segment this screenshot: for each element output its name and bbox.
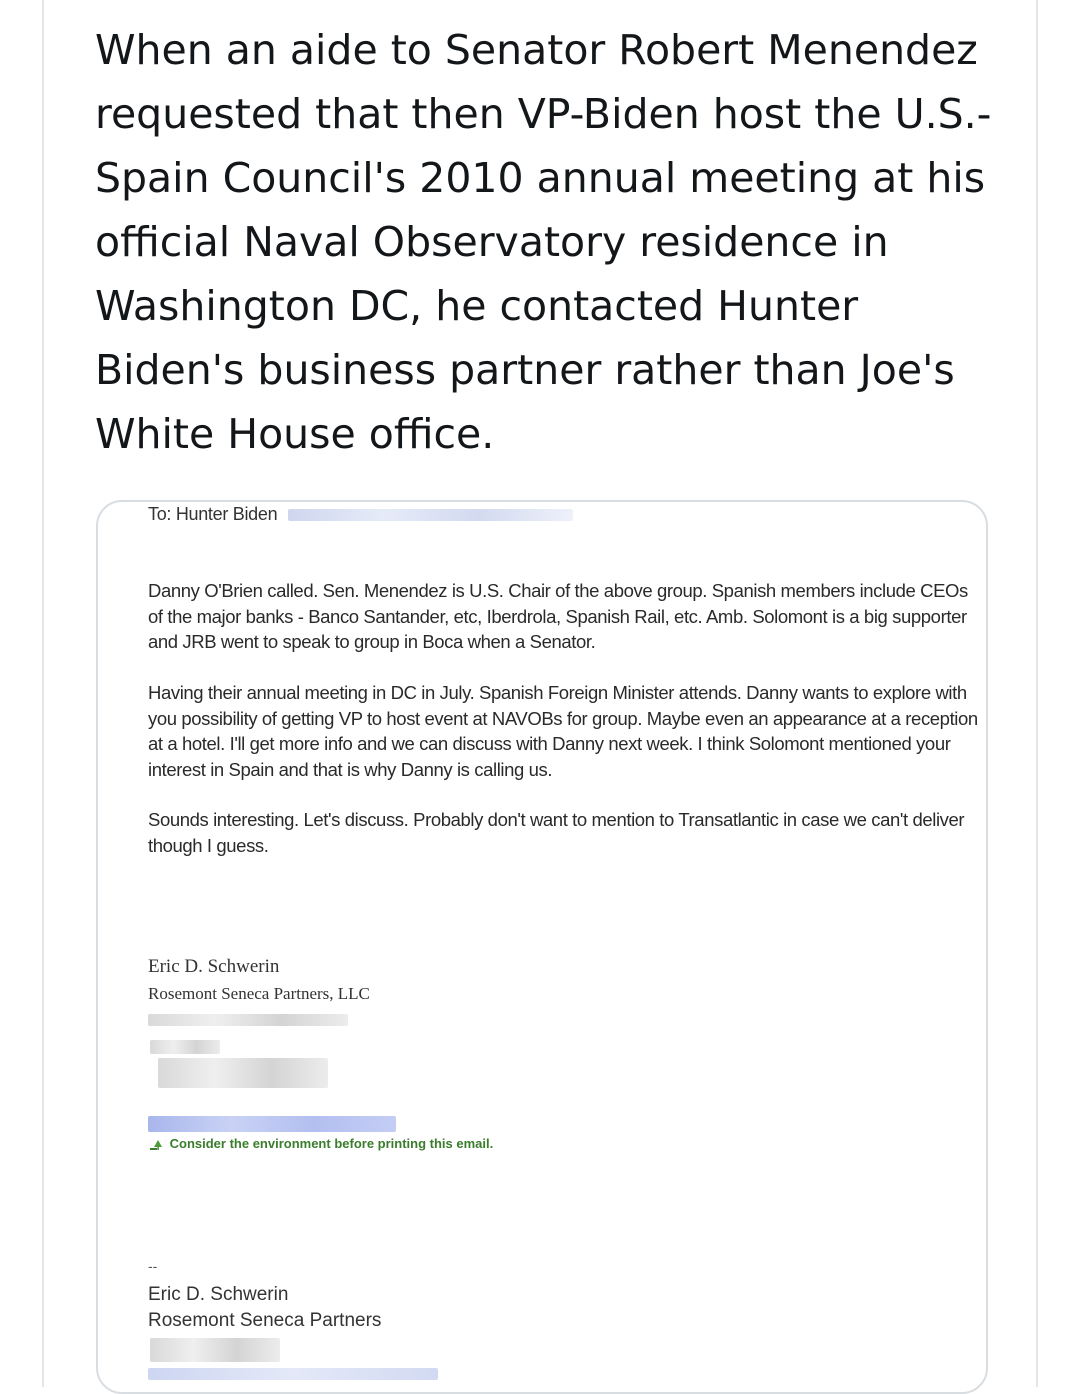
email-to-label: To: Hunter Biden xyxy=(148,504,278,524)
email-paragraph: Danny O'Brien called. Sen. Menendez is U.S. Chair of the above group. Spanish members include CEOs of the major banks - Banco Santander, etc, Iberdrola, Spanish Rail, etc. Amb. Solomont is a big supporter and JRB went to speak to group in Boca when a Senator. xyxy=(148,580,968,652)
redacted-link xyxy=(148,1116,396,1132)
redacted-address xyxy=(158,1058,328,1088)
signature-company: Rosemont Seneca Partners xyxy=(148,1310,382,1331)
signature-company: Rosemont Seneca Partners, LLC xyxy=(148,984,370,1003)
email-paragraph: Having their annual meeting in DC in July. Spanish Foreign Minister attends. Danny wants to explore with you possibility of getting VP to host event at NAVOBs for group. Maybe even an appearance at a reception at a hotel. I'll get more info and we can discuss with Danny next week. I think Solomont mentioned your interest in Spain and that is why Danny is calling us. xyxy=(148,682,978,780)
redacted-email-address xyxy=(288,509,573,521)
email-to-line xyxy=(148,504,573,525)
attached-image-card[interactable] xyxy=(96,500,988,1394)
environment-note xyxy=(148,1136,493,1152)
signature-name: Eric D. Schwerin xyxy=(148,956,280,977)
tweet-text: When an aide to Senator Robert Menendez requested that then VP-Biden host the U.S.-Spain Council's 2010 annual meeting at his official Naval Observatory residence in Washington DC, he contacted Hunter Biden's business partner rather than Joe's White House office. xyxy=(95,26,992,458)
redacted-phone xyxy=(148,1014,348,1026)
redacted-contact xyxy=(150,1040,220,1054)
left-timeline-border xyxy=(42,0,44,1387)
environment-note-text: Consider the environment before printing this email. xyxy=(169,1136,494,1151)
signature-separator: -- xyxy=(148,1258,158,1274)
right-timeline-border xyxy=(1036,0,1038,1387)
redacted-phone xyxy=(150,1338,280,1362)
redacted-link xyxy=(148,1368,438,1380)
email-paragraph: Sounds interesting. Let's discuss. Probably don't want to mention to Transatlantic in case we can't deliver though I guess. xyxy=(148,809,965,856)
recycle-tree-icon xyxy=(148,1138,166,1152)
signature-name: Eric D. Schwerin xyxy=(148,1284,289,1305)
